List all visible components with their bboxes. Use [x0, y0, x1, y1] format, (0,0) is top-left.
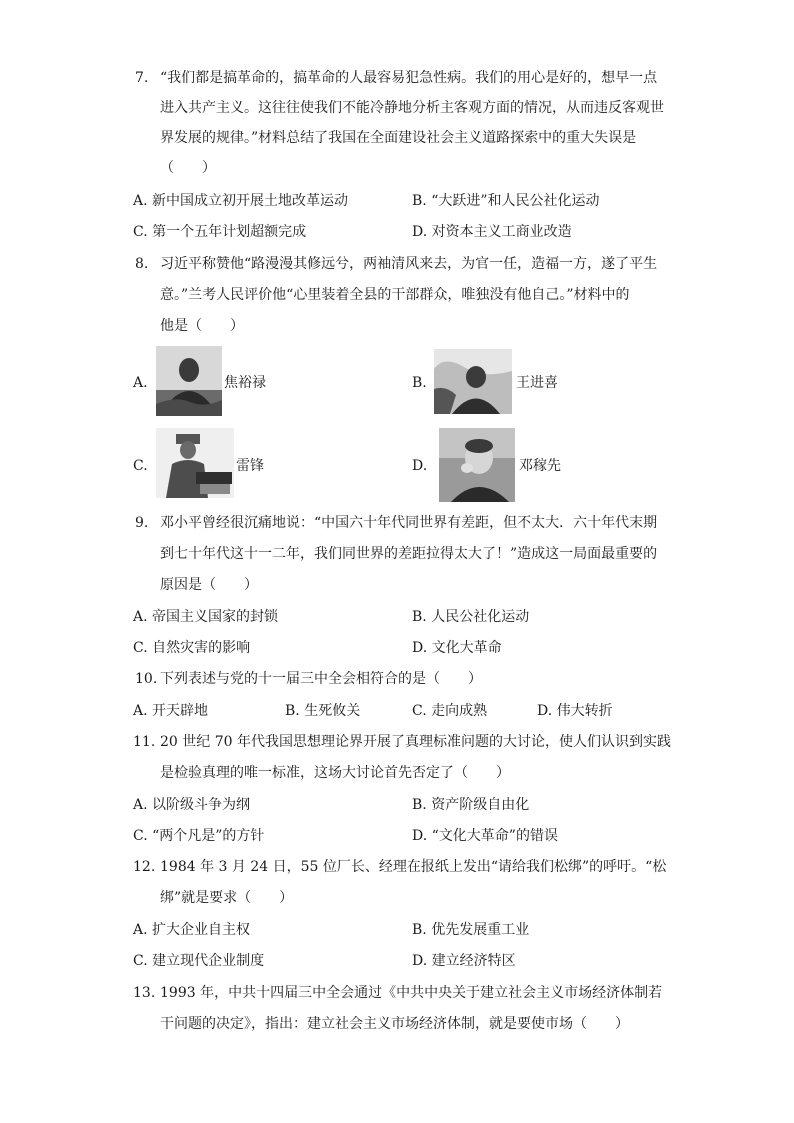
question-number: 11. — [133, 734, 156, 750]
question-text: 邓小平曾经很沉痛地说：“中国六十年代同世界有差距，但不太大．六十年代末期 — [160, 515, 658, 531]
option-c[interactable]: C. 建立现代企业制度 — [133, 953, 265, 969]
question-text: 是检验真理的唯一标准，这场大讨论首先否定了（ ） — [160, 765, 510, 781]
option-c[interactable]: C. 自然灾害的影响 — [133, 640, 251, 656]
option-c[interactable]: C. — [133, 458, 148, 474]
question-text: 原因是（ ） — [160, 577, 258, 593]
option-c-name: 雷锋 — [236, 458, 264, 474]
question-number: 10. — [135, 671, 158, 687]
question-text: 习近平称赞他“路漫漫其修远兮，两袖清风来去，为官一任，造福一方，遂了平生 — [160, 256, 658, 272]
question-text: 他是（ ） — [160, 318, 244, 334]
option-d[interactable]: D. 文化大革命 — [412, 640, 502, 656]
answer-bracket: （ ） — [160, 160, 216, 176]
option-c[interactable]: C. 第一个五年计划超额完成 — [133, 224, 307, 240]
option-a[interactable]: A. 新中国成立初开展土地改革运动 — [133, 193, 349, 209]
question-text: 1993 年，中共十四届三中全会通过《中共中央关于建立社会主义市场经济体制若 — [160, 985, 663, 1001]
question-text: 下列表述与党的十一届三中全会相符合的是（ ） — [160, 671, 482, 687]
option-d[interactable]: D. 伟大转折 — [537, 703, 613, 719]
option-b[interactable]: B. “大跃进”和人民公社化运动 — [412, 193, 600, 209]
option-d[interactable]: D. 建立经济特区 — [412, 953, 516, 969]
question-text: 进入共产主义。这往往使我们不能冷静地分析主客观方面的情况，从而违反客观世 — [160, 100, 664, 116]
option-b[interactable]: B. 人民公社化运动 — [412, 609, 530, 625]
option-a[interactable]: A. — [133, 375, 148, 391]
question-text: 干问题的决定》，指出：建立社会主义市场经济体制，就是要使市场（ ） — [160, 1016, 629, 1032]
question-text: 1984 年 3 月 24 日，55 位厂长、经理在报纸上发出“请给我们松绑”的呼吁。“松 — [160, 859, 667, 875]
option-d-name: 邓稼先 — [519, 458, 561, 474]
question-text: 绑”就是要求（ ） — [160, 890, 294, 906]
portrait-photo-a — [156, 346, 222, 416]
option-d[interactable]: D. — [412, 458, 428, 474]
option-c[interactable]: C. “两个凡是”的方针 — [133, 828, 265, 844]
option-b[interactable]: B. 优先发展重工业 — [412, 922, 530, 938]
option-b[interactable]: B. 生死攸关 — [285, 703, 361, 719]
question-number: 9. — [135, 515, 149, 531]
question-number: 8. — [135, 256, 149, 272]
option-d[interactable]: D. 对资本主义工商业改造 — [412, 224, 572, 240]
question-text: 界发展的规律。”材料总结了我国在全面建设社会主义道路探索中的重大失误是 — [160, 130, 637, 146]
portrait-photo-d — [439, 428, 515, 502]
portrait-photo-c — [156, 428, 234, 498]
option-b-name: 王进喜 — [516, 375, 558, 391]
option-a[interactable]: A. 帝国主义国家的封锁 — [133, 609, 279, 625]
question-text: “我们都是搞革命的，搞革命的人最容易犯急性病。我们的用心是好的，想早一点 — [160, 70, 658, 86]
question-number: 12. — [133, 859, 156, 875]
option-c[interactable]: C. 走向成熟 — [412, 703, 488, 719]
option-d[interactable]: D. “文化大革命”的错误 — [412, 828, 558, 844]
question-text: 意。”兰考人民评价他“心里装着全县的干部群众，唯独没有他自己。”材料中的 — [160, 287, 630, 303]
question-number: 7. — [135, 70, 149, 86]
option-a-name: 焦裕禄 — [224, 375, 266, 391]
question-text: 20 世纪 70 年代我国思想理论界开展了真理标准问题的大讨论，使人们认识到实践 — [160, 734, 671, 750]
option-b[interactable]: B. 资产阶级自由化 — [412, 797, 530, 813]
option-a[interactable]: A. 以阶级斗争为纲 — [133, 797, 251, 813]
option-b[interactable]: B. — [412, 375, 427, 391]
option-a[interactable]: A. 扩大企业自主权 — [133, 922, 251, 938]
option-a[interactable]: A. 开天辟地 — [133, 703, 209, 719]
question-text: 到七十年代这十一二年，我们同世界的差距拉得太大了！”造成这一局面最重要的 — [160, 546, 658, 562]
portrait-photo-b — [434, 349, 512, 414]
question-number: 13. — [133, 985, 156, 1001]
